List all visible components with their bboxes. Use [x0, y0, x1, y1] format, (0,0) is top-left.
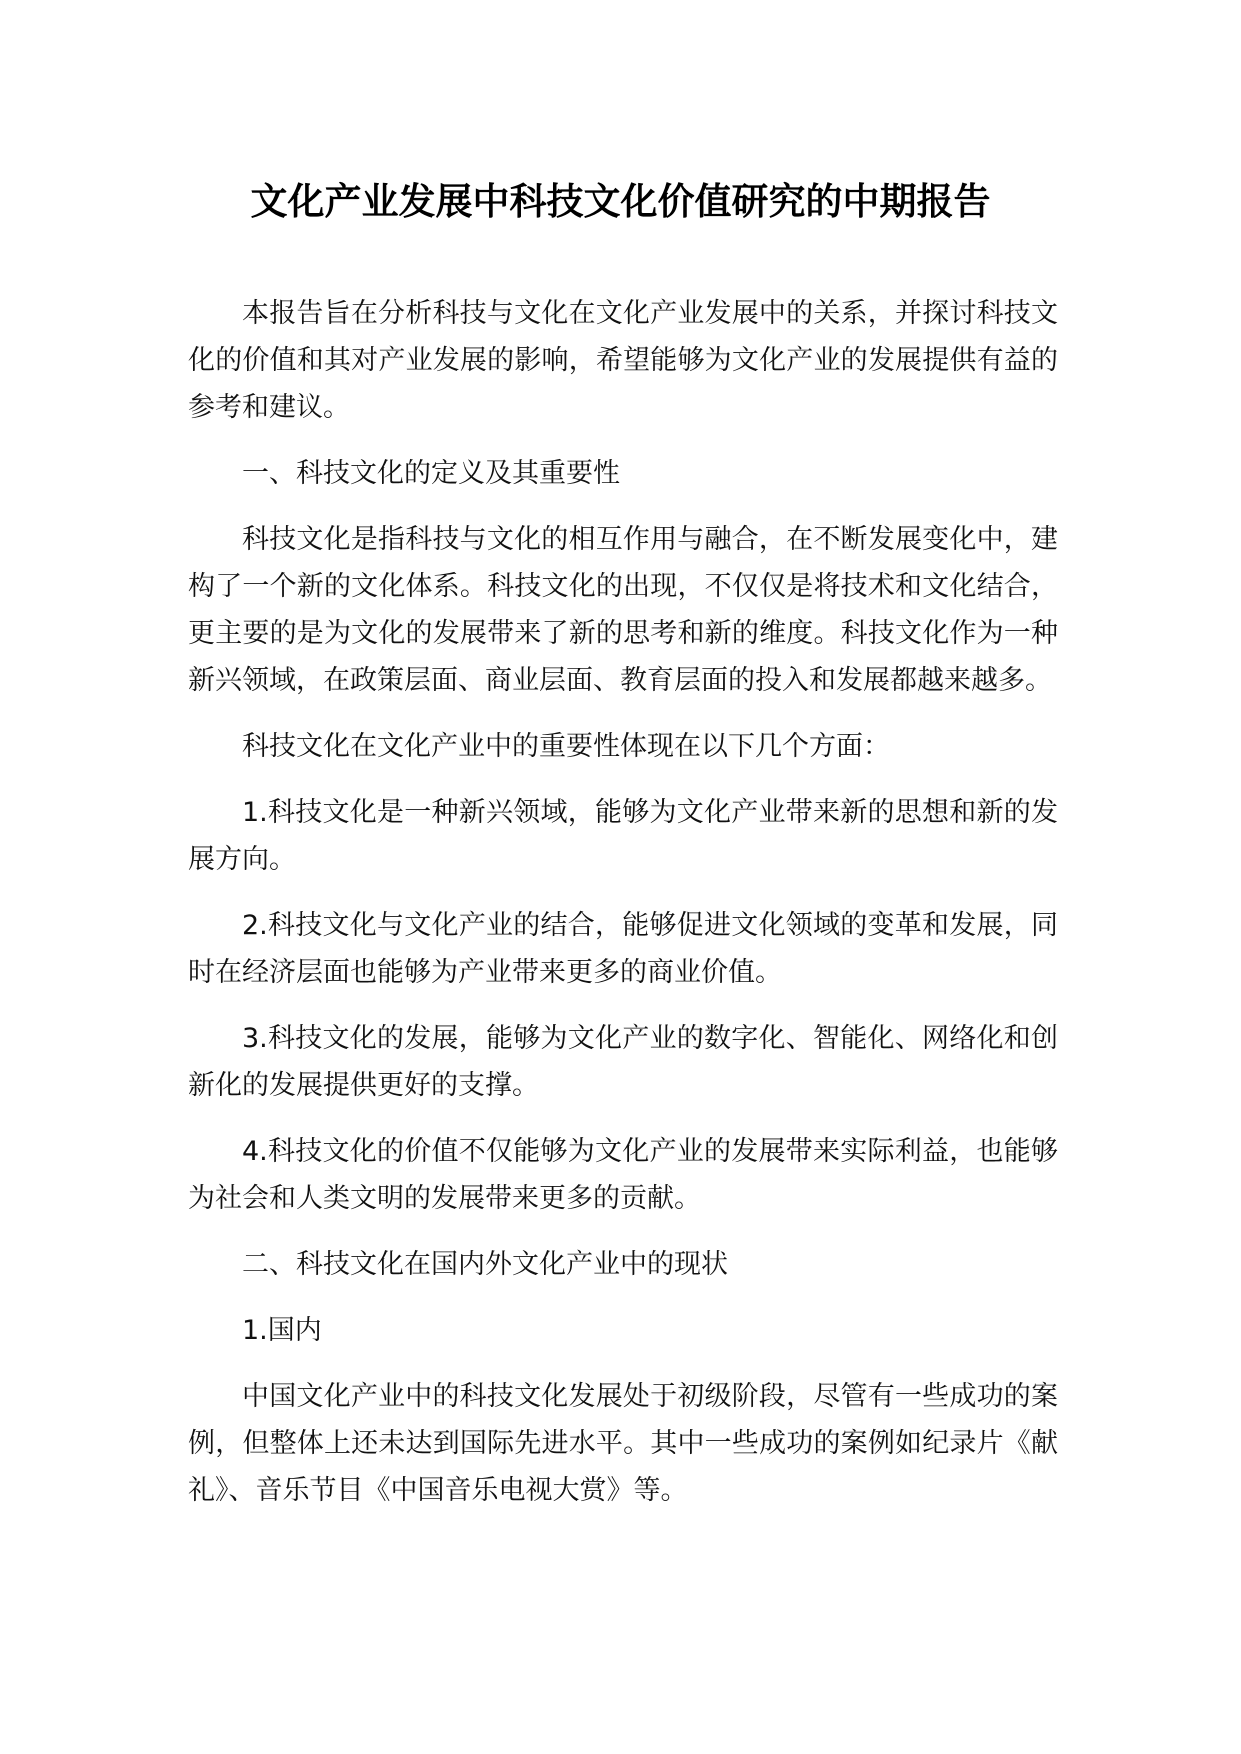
document-body — [188, 290, 1058, 1533]
list-item-1: 1.科技文化是一种新兴领域，能够为文化产业带来新的思想和新的发展方向。 — [188, 797, 1058, 875]
subsection-heading-domestic: 1.国内 — [242, 1315, 322, 1346]
section-heading-2: 二、科技文化在国内外文化产业中的现状 — [242, 1249, 728, 1280]
list-item-4: 4.科技文化的价值不仅能够为文化产业的发展带来实际利益，也能够为社会和人类文明的发展带来更多的贡献。 — [188, 1136, 1058, 1214]
domestic-status-paragraph: 中国文化产业中的科技文化发展处于初级阶段，尽管有一些成功的案例，但整体上还未达到国际先进水平。其中一些成功的案例如纪录片《献礼》、音乐节目《中国音乐电视大赏》等。 — [188, 1381, 1058, 1506]
importance-intro-paragraph: 科技文化在文化产业中的重要性体现在以下几个方面： — [242, 731, 890, 762]
list-item-2: 2.科技文化与文化产业的结合，能够促进文化领域的变革和发展，同时在经济层面也能够为产业带来更多的商业价值。 — [188, 910, 1058, 988]
list-item-3: 3.科技文化的发展，能够为文化产业的数字化、智能化、网络化和创新化的发展提供更好的支撑。 — [188, 1023, 1058, 1101]
definition-paragraph: 科技文化是指科技与文化的相互作用与融合，在不断发展变化中，建构了一个新的文化体系。科技文化的出现，不仅仅是将技术和文化结合，更主要的是为文化的发展带来了新的思考和新的维度。科技文化作为一种新兴领域，在政策层面、商业层面、教育层面的投入和发展都越来越多。 — [188, 524, 1058, 696]
section-heading-1: 一、科技文化的定义及其重要性 — [242, 458, 620, 489]
intro-paragraph: 本报告旨在分析科技与文化在文化产业发展中的关系，并探讨科技文化的价值和其对产业发展的影响，希望能够为文化产业的发展提供有益的参考和建议。 — [188, 298, 1058, 423]
document-title: 文化产业发展中科技文化价值研究的中期报告 — [250, 180, 991, 223]
